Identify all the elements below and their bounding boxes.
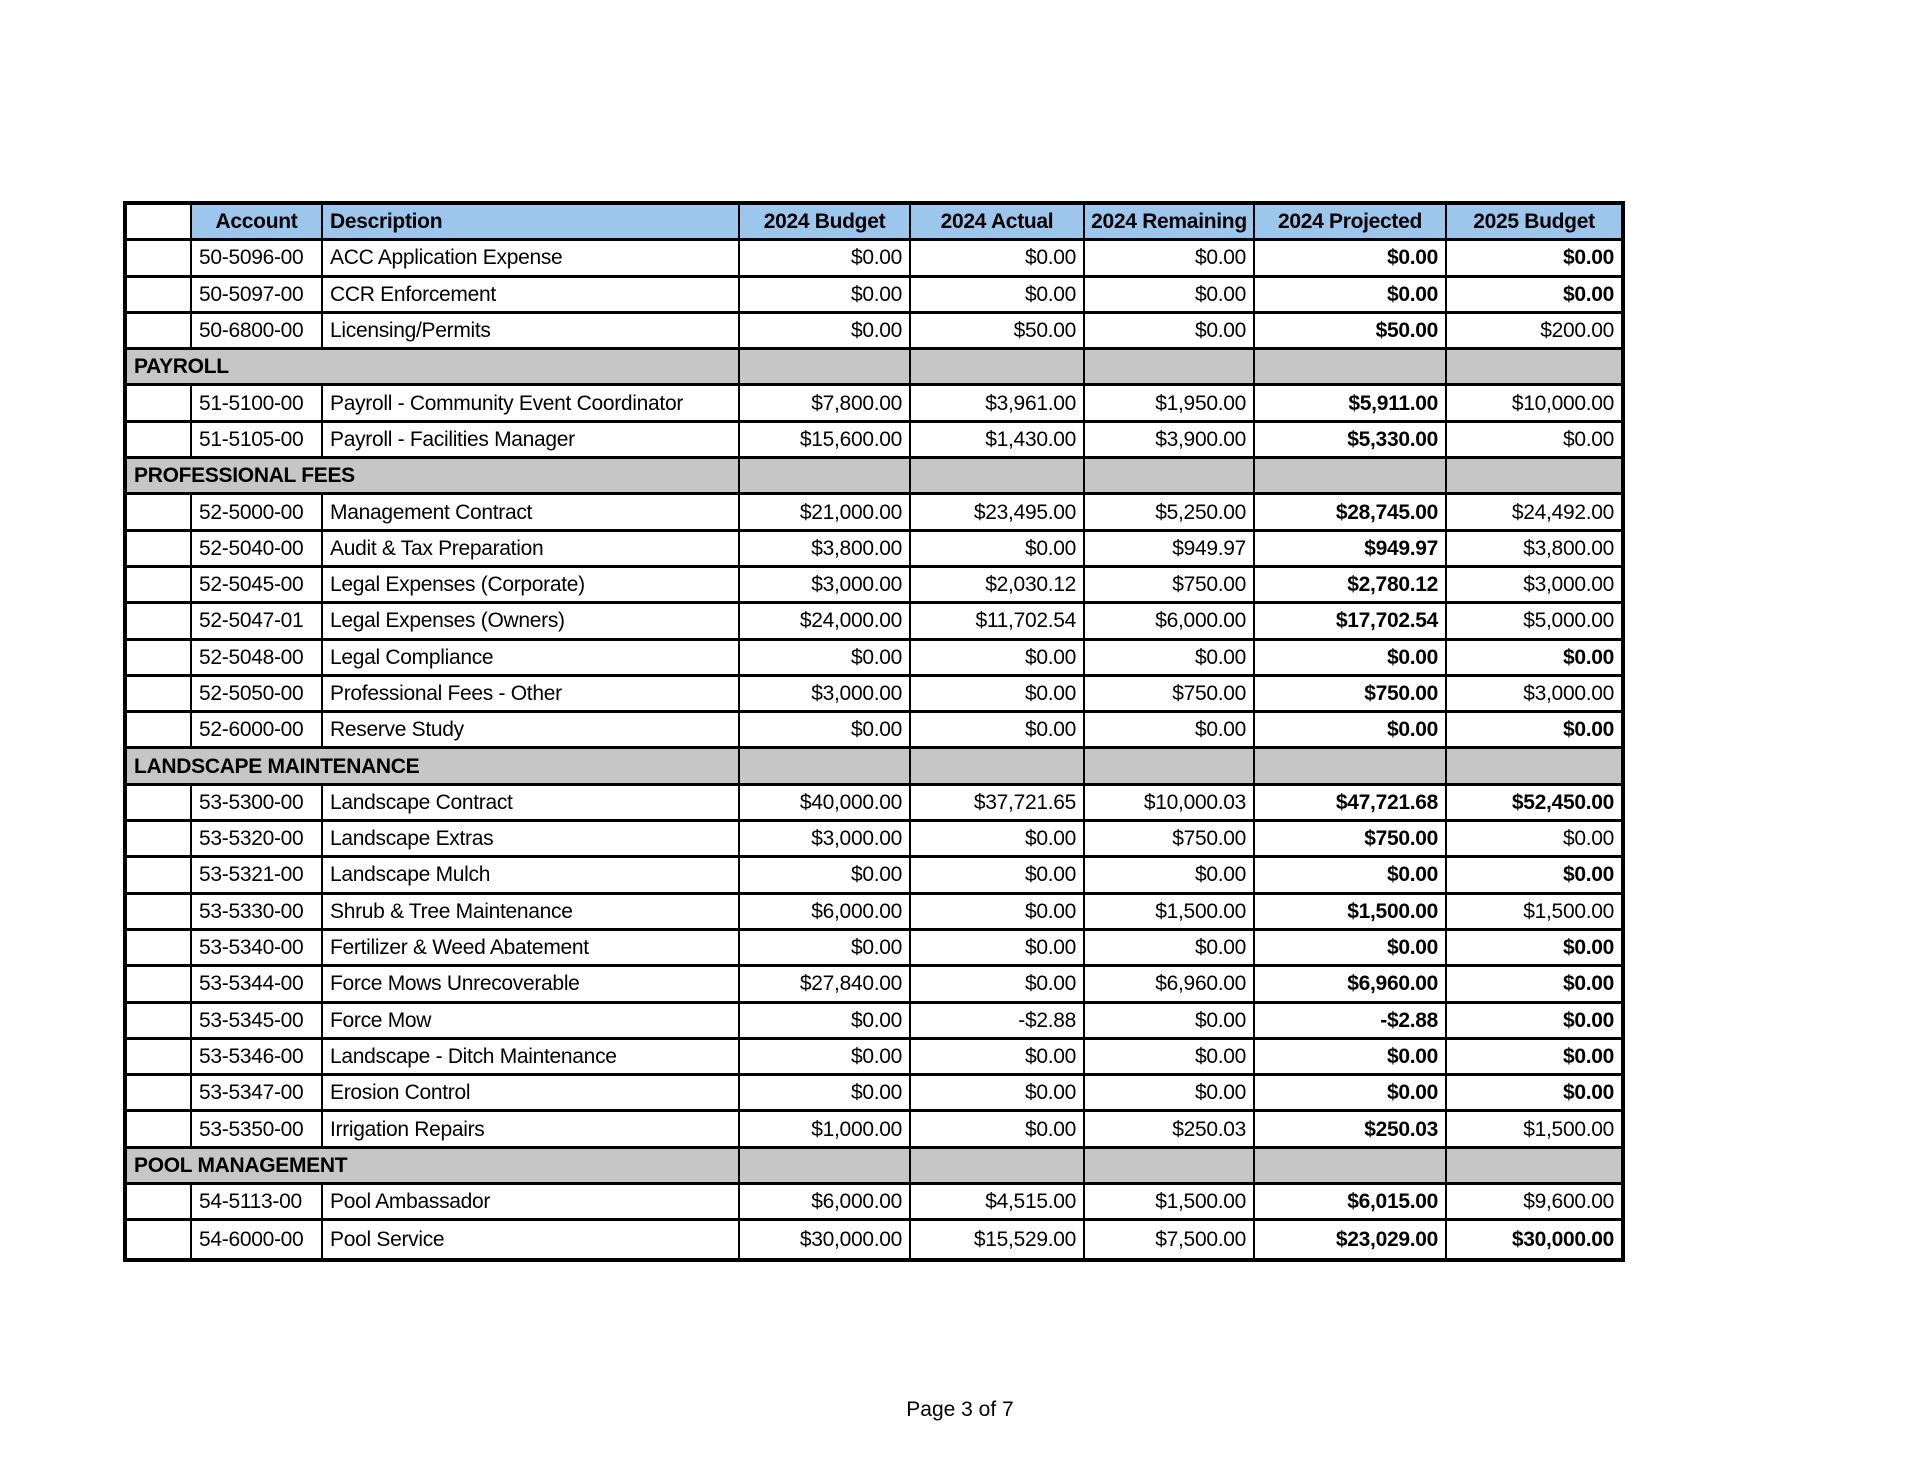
budget-2024-cell: $1,000.00 bbox=[740, 1112, 911, 1145]
page-number-text: Page 3 of 7 bbox=[906, 1398, 1014, 1421]
account-cell: 52-5045-00 bbox=[192, 568, 323, 601]
budget-2025-cell: $9,600.00 bbox=[1523, 1190, 1614, 1214]
row-spacer-cell bbox=[127, 895, 192, 928]
remaining-2024-cell: $1,500.00 bbox=[1085, 1185, 1255, 1218]
row-spacer-cell bbox=[127, 1185, 192, 1218]
table-header-row bbox=[127, 205, 1621, 241]
budget-2024-cell: $40,000.00 bbox=[740, 786, 911, 819]
section-label: PAYROLL bbox=[127, 350, 740, 383]
row-spacer-cell bbox=[127, 278, 192, 311]
budget-2025-cell: $0.00 bbox=[1562, 718, 1614, 742]
remaining-2024-cell: $0.00 bbox=[1085, 931, 1255, 964]
section-empty-cell bbox=[1255, 749, 1447, 782]
section-empty-cell bbox=[1447, 350, 1621, 383]
row-spacer-cell bbox=[127, 532, 192, 565]
actual-2024-cell: $50.00 bbox=[911, 314, 1085, 347]
account-cell: 53-5320-00 bbox=[192, 822, 323, 855]
actual-2024-cell: $0.00 bbox=[911, 1076, 1085, 1109]
remaining-2024-cell: $750.00 bbox=[1085, 568, 1255, 601]
section-empty-cell bbox=[911, 749, 1085, 782]
remaining-2024-cell: $0.00 bbox=[1085, 1040, 1255, 1073]
budget-2024-cell: $7,800.00 bbox=[740, 386, 911, 419]
budget-2024-cell: $3,000.00 bbox=[740, 677, 911, 710]
account-cell: 52-6000-00 bbox=[192, 713, 323, 746]
header-description: Description bbox=[323, 205, 740, 238]
page-footer bbox=[0, 1398, 1920, 1422]
section-empty-cell bbox=[1255, 459, 1447, 492]
row-spacer-cell bbox=[127, 967, 192, 1000]
row-spacer-cell bbox=[127, 822, 192, 855]
description-cell: Shrub & Tree Maintenance bbox=[323, 895, 740, 928]
row-spacer-cell bbox=[127, 786, 192, 819]
section-empty-cell bbox=[911, 1149, 1085, 1182]
budget-2025-cell: $0.00 bbox=[1562, 1044, 1614, 1068]
table-row bbox=[127, 241, 1621, 277]
header-2024-remaining: 2024 Remaining bbox=[1085, 205, 1255, 238]
row-spacer-cell bbox=[127, 423, 192, 456]
description-cell: ACC Application Expense bbox=[323, 241, 740, 274]
section-row bbox=[127, 749, 1621, 785]
row-spacer-cell bbox=[127, 1076, 192, 1109]
budget-2024-cell: $0.00 bbox=[740, 1004, 911, 1037]
row-spacer-cell bbox=[127, 495, 192, 528]
remaining-2024-cell: $3,900.00 bbox=[1085, 423, 1255, 456]
header-2025-budget: 2025 Budget bbox=[1447, 205, 1621, 238]
description-cell: Landscape - Ditch Maintenance bbox=[323, 1040, 740, 1073]
account-cell: 53-5350-00 bbox=[192, 1112, 323, 1145]
description-cell: Fertilizer & Weed Abatement bbox=[323, 931, 740, 964]
section-empty-cell bbox=[911, 459, 1085, 492]
section-row bbox=[127, 1149, 1621, 1185]
budget-table bbox=[123, 201, 1625, 1262]
table-row bbox=[127, 495, 1621, 531]
budget-2025-cell: $0.00 bbox=[1562, 1081, 1614, 1105]
section-empty-cell bbox=[1085, 459, 1255, 492]
projected-2024-cell: $750.00 bbox=[1255, 677, 1447, 710]
table-row bbox=[127, 386, 1621, 422]
account-cell: 50-6800-00 bbox=[192, 314, 323, 347]
account-cell: 50-5096-00 bbox=[192, 241, 323, 274]
section-empty-cell bbox=[1255, 1149, 1447, 1182]
section-row bbox=[127, 350, 1621, 386]
budget-2025-cell: $0.00 bbox=[1562, 863, 1614, 887]
budget-2025-cell: $0.00 bbox=[1562, 972, 1614, 996]
account-cell: 52-5040-00 bbox=[192, 532, 323, 565]
description-cell: CCR Enforcement bbox=[323, 278, 740, 311]
account-cell: 53-5300-00 bbox=[192, 786, 323, 819]
header-2024-budget: 2024 Budget bbox=[740, 205, 911, 238]
budget-2024-cell: $0.00 bbox=[740, 858, 911, 891]
row-spacer-cell bbox=[127, 1221, 192, 1257]
budget-2025-cell: $1,500.00 bbox=[1523, 899, 1614, 923]
budget-2025-cell: $0.00 bbox=[1562, 282, 1614, 306]
account-cell: 52-5047-01 bbox=[192, 604, 323, 637]
projected-2024-cell: $750.00 bbox=[1255, 822, 1447, 855]
budget-2024-cell: $0.00 bbox=[740, 314, 911, 347]
description-cell: Legal Expenses (Owners) bbox=[323, 604, 740, 637]
row-spacer-cell bbox=[127, 241, 192, 274]
budget-2024-cell: $3,000.00 bbox=[740, 822, 911, 855]
remaining-2024-cell: $5,250.00 bbox=[1085, 495, 1255, 528]
header-account: Account bbox=[192, 205, 323, 238]
actual-2024-cell: $0.00 bbox=[911, 278, 1085, 311]
budget-2024-cell: $3,800.00 bbox=[740, 532, 911, 565]
actual-2024-cell: $11,702.54 bbox=[911, 604, 1085, 637]
table-row bbox=[127, 1076, 1621, 1112]
actual-2024-cell: $3,961.00 bbox=[911, 386, 1085, 419]
header-2024-projected: 2024 Projected bbox=[1255, 205, 1447, 238]
description-cell: Audit & Tax Preparation bbox=[323, 532, 740, 565]
remaining-2024-cell: $0.00 bbox=[1085, 1004, 1255, 1037]
section-empty-cell bbox=[1255, 350, 1447, 383]
budget-2024-cell: $30,000.00 bbox=[740, 1221, 911, 1257]
budget-2024-cell: $6,000.00 bbox=[740, 895, 911, 928]
projected-2024-cell: $0.00 bbox=[1255, 241, 1447, 274]
section-empty-cell bbox=[1085, 350, 1255, 383]
section-empty-cell bbox=[740, 749, 911, 782]
account-cell: 52-5050-00 bbox=[192, 677, 323, 710]
budget-2024-cell: $24,000.00 bbox=[740, 604, 911, 637]
budget-2025-cell: $24,492.00 bbox=[1511, 500, 1614, 524]
table-row bbox=[127, 786, 1621, 822]
account-cell: 51-5100-00 bbox=[192, 386, 323, 419]
projected-2024-cell: $5,330.00 bbox=[1255, 423, 1447, 456]
budget-2025-cell: $3,000.00 bbox=[1523, 682, 1614, 705]
account-cell: 51-5105-00 bbox=[192, 423, 323, 456]
section-empty-cell bbox=[740, 459, 911, 492]
description-cell: Licensing/Permits bbox=[323, 314, 740, 347]
budget-2025-cell: $0.00 bbox=[1562, 827, 1614, 851]
section-label: PROFESSIONAL FEES bbox=[127, 459, 740, 492]
description-cell: Legal Compliance bbox=[323, 641, 740, 674]
remaining-2024-cell: $0.00 bbox=[1085, 241, 1255, 274]
projected-2024-cell: $0.00 bbox=[1255, 931, 1447, 964]
table-row bbox=[127, 278, 1621, 314]
header-spacer-cell bbox=[127, 205, 192, 238]
row-spacer-cell bbox=[127, 604, 192, 637]
description-cell: Force Mows Unrecoverable bbox=[323, 967, 740, 1000]
actual-2024-cell: $0.00 bbox=[911, 822, 1085, 855]
projected-2024-cell: $0.00 bbox=[1255, 641, 1447, 674]
budget-2024-cell: $27,840.00 bbox=[740, 967, 911, 1000]
table-row bbox=[127, 1185, 1621, 1221]
header-2024-actual: 2024 Actual bbox=[911, 205, 1085, 238]
projected-2024-cell: $50.00 bbox=[1255, 314, 1447, 347]
section-row bbox=[127, 459, 1621, 495]
account-cell: 52-5000-00 bbox=[192, 495, 323, 528]
projected-2024-cell: $6,960.00 bbox=[1255, 967, 1447, 1000]
row-spacer-cell bbox=[127, 858, 192, 891]
row-spacer-cell bbox=[127, 713, 192, 746]
row-spacer-cell bbox=[127, 568, 192, 601]
row-spacer-cell bbox=[127, 1040, 192, 1073]
projected-2024-cell: $0.00 bbox=[1255, 278, 1447, 311]
budget-2024-cell: $0.00 bbox=[740, 1040, 911, 1073]
remaining-2024-cell: $1,950.00 bbox=[1085, 386, 1255, 419]
table-row bbox=[127, 677, 1621, 713]
account-cell: 52-5048-00 bbox=[192, 641, 323, 674]
projected-2024-cell: $2,780.12 bbox=[1255, 568, 1447, 601]
table-row bbox=[127, 858, 1621, 894]
account-cell: 53-5346-00 bbox=[192, 1040, 323, 1073]
projected-2024-cell: $17,702.54 bbox=[1255, 604, 1447, 637]
projected-2024-cell: $0.00 bbox=[1255, 713, 1447, 746]
remaining-2024-cell: $750.00 bbox=[1085, 822, 1255, 855]
table-row bbox=[127, 1040, 1621, 1076]
section-empty-cell bbox=[1447, 749, 1621, 782]
projected-2024-cell: $47,721.68 bbox=[1255, 786, 1447, 819]
budget-2025-cell: $0.00 bbox=[1562, 246, 1614, 270]
table-row bbox=[127, 931, 1621, 967]
table-row bbox=[127, 604, 1621, 640]
description-cell: Irrigation Repairs bbox=[323, 1112, 740, 1145]
section-empty-cell bbox=[740, 350, 911, 383]
row-spacer-cell bbox=[127, 641, 192, 674]
section-empty-cell bbox=[740, 1149, 911, 1182]
actual-2024-cell: $2,030.12 bbox=[911, 568, 1085, 601]
actual-2024-cell: $4,515.00 bbox=[911, 1185, 1085, 1218]
budget-2024-cell: $0.00 bbox=[740, 641, 911, 674]
section-empty-cell bbox=[1447, 459, 1621, 492]
row-spacer-cell bbox=[127, 386, 192, 419]
description-cell: Payroll - Community Event Coordinator bbox=[323, 386, 740, 419]
section-empty-cell bbox=[911, 350, 1085, 383]
projected-2024-cell: $0.00 bbox=[1255, 1040, 1447, 1073]
projected-2024-cell: $0.00 bbox=[1255, 858, 1447, 891]
description-cell: Legal Expenses (Corporate) bbox=[323, 568, 740, 601]
budget-2025-cell: $52,450.00 bbox=[1511, 790, 1614, 814]
account-cell: 53-5321-00 bbox=[192, 858, 323, 891]
actual-2024-cell: $0.00 bbox=[911, 858, 1085, 891]
remaining-2024-cell: $0.00 bbox=[1085, 314, 1255, 347]
description-cell: Landscape Contract bbox=[323, 786, 740, 819]
actual-2024-cell: $0.00 bbox=[911, 641, 1085, 674]
actual-2024-cell: $15,529.00 bbox=[911, 1221, 1085, 1257]
table-row bbox=[127, 568, 1621, 604]
account-cell: 50-5097-00 bbox=[192, 278, 323, 311]
budget-2024-cell: $0.00 bbox=[740, 931, 911, 964]
remaining-2024-cell: $250.03 bbox=[1085, 1112, 1255, 1145]
budget-2025-cell: $0.00 bbox=[1562, 427, 1614, 451]
description-cell: Pool Ambassador bbox=[323, 1185, 740, 1218]
budget-2024-cell: $0.00 bbox=[740, 713, 911, 746]
budget-2024-cell: $0.00 bbox=[740, 241, 911, 274]
remaining-2024-cell: $0.00 bbox=[1085, 278, 1255, 311]
projected-2024-cell: $1,500.00 bbox=[1255, 895, 1447, 928]
remaining-2024-cell: $0.00 bbox=[1085, 713, 1255, 746]
projected-2024-cell: $0.00 bbox=[1255, 1076, 1447, 1109]
section-empty-cell bbox=[1447, 1149, 1621, 1182]
remaining-2024-cell: $949.97 bbox=[1085, 532, 1255, 565]
section-label: POOL MANAGEMENT bbox=[127, 1149, 740, 1182]
remaining-2024-cell: $1,500.00 bbox=[1085, 895, 1255, 928]
budget-2025-cell: $3,800.00 bbox=[1523, 536, 1614, 560]
table-row bbox=[127, 423, 1621, 459]
budget-2025-cell: $30,000.00 bbox=[1511, 1227, 1614, 1251]
account-cell: 53-5347-00 bbox=[192, 1076, 323, 1109]
description-cell: Landscape Extras bbox=[323, 822, 740, 855]
row-spacer-cell bbox=[127, 1112, 192, 1145]
actual-2024-cell: $0.00 bbox=[911, 931, 1085, 964]
projected-2024-cell: $23,029.00 bbox=[1255, 1221, 1447, 1257]
projected-2024-cell: $6,015.00 bbox=[1255, 1185, 1447, 1218]
budget-2025-cell: $3,000.00 bbox=[1523, 573, 1614, 597]
actual-2024-cell: $0.00 bbox=[911, 1112, 1085, 1145]
budget-2024-cell: $3,000.00 bbox=[740, 568, 911, 601]
account-cell: 53-5340-00 bbox=[192, 931, 323, 964]
table-row bbox=[127, 1221, 1621, 1257]
budget-2025-cell: $200.00 bbox=[1540, 319, 1614, 343]
table-row bbox=[127, 1112, 1621, 1148]
projected-2024-cell: -$2.88 bbox=[1255, 1004, 1447, 1037]
projected-2024-cell: $5,911.00 bbox=[1255, 386, 1447, 419]
actual-2024-cell: $0.00 bbox=[911, 1040, 1085, 1073]
actual-2024-cell: -$2.88 bbox=[911, 1004, 1085, 1037]
description-cell: Force Mow bbox=[323, 1004, 740, 1037]
remaining-2024-cell: $0.00 bbox=[1085, 641, 1255, 674]
table-row bbox=[127, 967, 1621, 1003]
actual-2024-cell: $23,495.00 bbox=[911, 495, 1085, 528]
table-row bbox=[127, 314, 1621, 350]
budget-2025-cell: $10,000.00 bbox=[1511, 391, 1614, 415]
description-cell: Management Contract bbox=[323, 495, 740, 528]
section-empty-cell bbox=[1085, 1149, 1255, 1182]
table-row bbox=[127, 532, 1621, 568]
section-empty-cell bbox=[1085, 749, 1255, 782]
actual-2024-cell: $0.00 bbox=[911, 895, 1085, 928]
account-cell: 53-5330-00 bbox=[192, 895, 323, 928]
remaining-2024-cell: $0.00 bbox=[1085, 858, 1255, 891]
budget-2025-cell: $5,000.00 bbox=[1523, 609, 1614, 633]
description-cell: Landscape Mulch bbox=[323, 858, 740, 891]
budget-2024-cell: $0.00 bbox=[740, 278, 911, 311]
row-spacer-cell bbox=[127, 677, 192, 710]
projected-2024-cell: $250.03 bbox=[1255, 1112, 1447, 1145]
actual-2024-cell: $0.00 bbox=[911, 967, 1085, 1000]
budget-2025-cell: $1,500.00 bbox=[1523, 1117, 1614, 1141]
remaining-2024-cell: $7,500.00 bbox=[1085, 1221, 1255, 1257]
remaining-2024-cell: $10,000.03 bbox=[1085, 786, 1255, 819]
projected-2024-cell: $949.97 bbox=[1255, 532, 1447, 565]
budget-2024-cell: $6,000.00 bbox=[740, 1185, 911, 1218]
table-row bbox=[127, 641, 1621, 677]
actual-2024-cell: $1,430.00 bbox=[911, 423, 1085, 456]
account-cell: 53-5345-00 bbox=[192, 1004, 323, 1037]
actual-2024-cell: $0.00 bbox=[911, 677, 1085, 710]
description-cell: Professional Fees - Other bbox=[323, 677, 740, 710]
actual-2024-cell: $0.00 bbox=[911, 241, 1085, 274]
remaining-2024-cell: $750.00 bbox=[1085, 677, 1255, 710]
budget-2024-cell: $21,000.00 bbox=[740, 495, 911, 528]
row-spacer-cell bbox=[127, 1004, 192, 1037]
row-spacer-cell bbox=[127, 931, 192, 964]
actual-2024-cell: $37,721.65 bbox=[911, 786, 1085, 819]
remaining-2024-cell: $6,000.00 bbox=[1085, 604, 1255, 637]
budget-2024-cell: $0.00 bbox=[740, 1076, 911, 1109]
description-cell: Pool Service bbox=[323, 1221, 740, 1257]
budget-2025-cell: $0.00 bbox=[1562, 645, 1614, 669]
account-cell: 54-6000-00 bbox=[192, 1221, 323, 1257]
remaining-2024-cell: $6,960.00 bbox=[1085, 967, 1255, 1000]
projected-2024-cell: $28,745.00 bbox=[1255, 495, 1447, 528]
row-spacer-cell bbox=[127, 314, 192, 347]
account-cell: 54-5113-00 bbox=[192, 1185, 323, 1218]
table-row bbox=[127, 895, 1621, 931]
account-cell: 53-5344-00 bbox=[192, 967, 323, 1000]
table-row bbox=[127, 1004, 1621, 1040]
section-label: LANDSCAPE MAINTENANCE bbox=[127, 749, 740, 782]
description-cell: Payroll - Facilities Manager bbox=[323, 423, 740, 456]
budget-2025-cell: $0.00 bbox=[1562, 936, 1614, 960]
remaining-2024-cell: $0.00 bbox=[1085, 1076, 1255, 1109]
description-cell: Reserve Study bbox=[323, 713, 740, 746]
budget-2025-cell: $0.00 bbox=[1562, 1008, 1614, 1032]
budget-2024-cell: $15,600.00 bbox=[740, 423, 911, 456]
description-cell: Erosion Control bbox=[323, 1076, 740, 1109]
table-row bbox=[127, 713, 1621, 749]
actual-2024-cell: $0.00 bbox=[911, 713, 1085, 746]
actual-2024-cell: $0.00 bbox=[911, 532, 1085, 565]
table-row bbox=[127, 822, 1621, 858]
